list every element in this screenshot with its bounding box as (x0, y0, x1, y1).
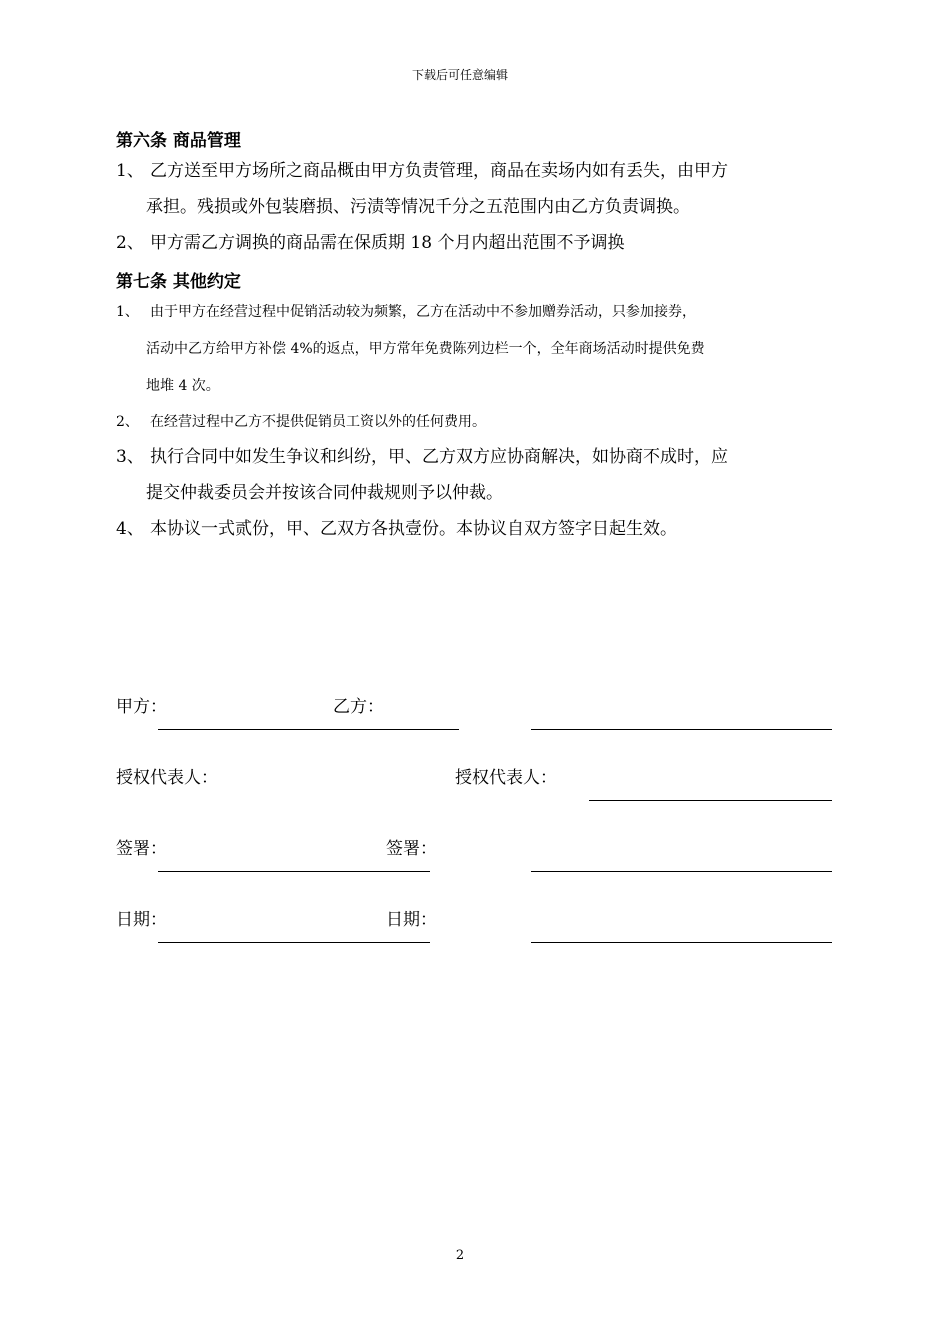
section-6-item-2 (116, 225, 816, 261)
item-text: 由于甲方在经营过程中促销活动较为频繁，乙方在活动中不参加赠券活动，只参加接券， (150, 304, 696, 320)
section-7-item-2 (116, 404, 816, 441)
rep-b-signature-line[interactable] (589, 800, 832, 801)
section-6-title: 第六条 商品管理 (116, 131, 241, 151)
section-7-item-1 (116, 294, 816, 405)
item-text: 执行合同中如发生争议和纠纷，甲、乙方双方应协商解决，如协商不成时，应 (150, 447, 728, 467)
rep-a-label: 授权代表人： (116, 768, 218, 788)
item-text: 乙方送至甲方场所之商品概由甲方负责管理，商品在卖场内如有丢失，由甲方 (150, 161, 728, 181)
item-number: 1、 (116, 161, 144, 181)
item-text: 在经营过程中乙方不提供促销员工资以外的任何费用。 (150, 414, 486, 430)
item-number: 3、 (116, 447, 144, 467)
item-number: 2、 (116, 414, 139, 430)
item-text: 提交仲裁委员会并按该合同仲裁规则予以仲裁。 (146, 483, 503, 503)
sign-b-signature-line[interactable] (531, 871, 832, 872)
item-text: 本协议一式贰份，甲、乙双方各执壹份。本协议自双方签字日起生效。 (150, 519, 677, 539)
rep-b-label: 授权代表人： (455, 768, 557, 788)
section-7-item-3 (116, 439, 816, 511)
item-number: 1、 (116, 304, 139, 320)
item-text: 承担。残损或外包装磨损、污渍等情况千分之五范围内由乙方负责调换。 (146, 197, 690, 217)
party-b-label: 乙方： (333, 697, 384, 717)
sign-a-label: 签署： (116, 839, 167, 859)
date-b-line[interactable] (531, 942, 832, 943)
date-a-label: 日期： (116, 910, 167, 930)
section-6-item-1 (116, 153, 816, 225)
page-number: 2 (455, 1248, 465, 1263)
date-b-label: 日期： (386, 910, 437, 930)
date-a-line[interactable] (158, 942, 430, 943)
section-7-title: 第七条 其他约定 (116, 272, 241, 292)
item-number: 2、 (116, 233, 144, 253)
party-a-label: 甲方： (116, 697, 167, 717)
page-header: 下载后可任意编辑 (411, 68, 508, 82)
sign-a-signature-line[interactable] (158, 871, 430, 872)
party-a-signature-line[interactable] (158, 729, 459, 730)
item-text: 甲方需乙方调换的商品需在保质期 18 个月内超出范围不予调换 (150, 233, 625, 253)
item-number: 4、 (116, 519, 144, 539)
item-text: 地堆 4 次。 (146, 378, 220, 394)
section-7-item-4 (116, 511, 816, 547)
item-text: 活动中乙方给甲方补偿 4%的返点，甲方常年免费陈列边栏一个，全年商场活动时提供免费 (146, 341, 705, 357)
party-b-signature-line[interactable] (531, 729, 832, 730)
sign-b-label: 签署： (386, 839, 437, 859)
